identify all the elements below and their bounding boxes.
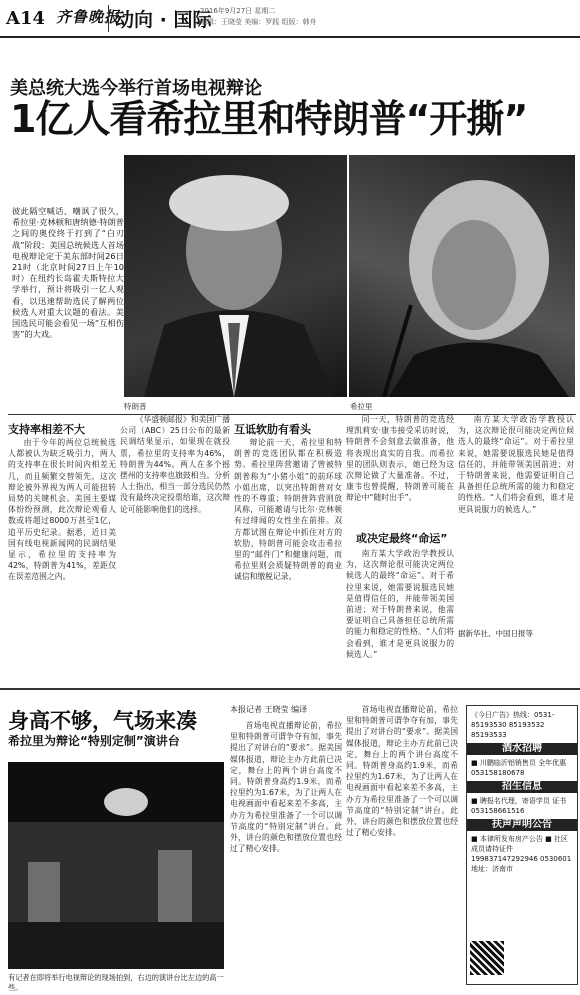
stage-illustration: [8, 762, 224, 969]
edition-editors: 编辑：王晓莹 美编：罗践 组版：韩舟: [200, 18, 317, 26]
ad-text-jobs: ■ 川鹏临沂铝销售员 全年优惠 053158180678: [471, 759, 567, 777]
qr-code-icon: [470, 941, 504, 975]
body-text: 由于今年的两位总统候选人都被认为缺乏吸引力，两人的支持率在很长时间内相差无几，而且频繁交替领先。这次辩论被外界视为两人可能扭转局势的关键机会。美国主要媒体纷纷预测，此次辩论观看人数或将超过8000万甚至1亿，追平历史纪录。据悉，近日美国有线电视新闻网的民调结果显示，希拉里的支持率为42%，特朗普为41%，差距仅在误差范围之内。: [8, 438, 116, 582]
page-number: A14: [6, 8, 46, 29]
body-column-4: [346, 414, 454, 526]
section-divider: [0, 688, 580, 690]
masthead: [0, 0, 580, 38]
clinton-portrait-illustration: [349, 155, 575, 397]
trump-photo: [124, 155, 347, 397]
body-text: 《华盛顿邮报》和美国广播公司（ABC）25日公布的最新民调结果显示，如果现在就投票，希拉里的支持率为46%，特朗普为44%。两人在多个摇摆州的支持率也旗鼓相当。分析人士指出，相当一部分选民仍然没有最终决定投票给谁，这次辩论可能影响他们的选择。: [120, 415, 230, 514]
subhead-approval: 支持率相差不大: [8, 423, 85, 436]
kicker-headline: 美总统大选今举行首场电视辩论: [10, 78, 262, 99]
body-text: 辩论前一天，希拉里和特朗普的竞选团队都在积极造势。希拉里阵营邀请了曾被特朗普称为“小猪小姐”的前环球小姐出席，以突出特朗普对女性的不尊重；特朗普阵营则放风称，可能邀请与比尔·克林顿有过绯闻的女性坐在前排。双方都试图在辩论中抓住对方的软肋，特朗普可能会攻击希拉里的“邮件门”和健康问题，而希拉里则会质疑特朗普的商业诚信和缴税记录。: [234, 438, 342, 582]
section-title: 动向 · 国际: [108, 5, 211, 32]
lead-paragraph: 彼此隔空喊话、嘲讽了很久，希拉里·克林顿和唐纳德·特朗普之间的奥佼终于打到了“白刃战”阶段：美国总统候选人首场电视辩论定于美东部时间26日21时（北京时间27日上午10时）在纽约长岛霍夫斯特拉大学举行，预计将吸引一亿人观看，以迅速帮助选民了解两位候选人对重大议题的看法。美国选民可能会看见一场“互相伤害”的大戏。: [12, 206, 124, 340]
story2-title: 身高不够，气场来凑: [8, 709, 197, 733]
story-credit: 据新华社、中国日报等: [458, 629, 533, 638]
edition-meta: [200, 6, 360, 28]
story2-byline: 本报记者 王晓莹 编译: [230, 705, 308, 714]
ad-heading-enrollment: 招生信息: [467, 781, 577, 793]
body-text: 南方某大学政治学教授认为，这次辩论很可能决定两位候选人的最终“命运”。对于希拉里来说，她需要说服选民她是值得信任的，并能带领美国前进；对于特朗普来说，他需要证明自己具备担任总统所需的能力和稳定的性格。“人们将会看到，谁才是更具说服力的候选人。”: [346, 549, 454, 659]
clinton-caption: 希拉里: [350, 402, 373, 411]
body-text: 首场电视直播辩论前，希拉里和特朗普可谓争夺有加，事先提出了对讲台的“要求”。据美国媒体报道，辩论主办方此前已决定，舞台上的两个讲台高度不同。特朗普身高约1.9米，而希拉里约为1.67米，为了让两人在电视画面中看起来差不多高，主办方为希拉里准备了一个可以调节高度的“特别定制”讲台。此外，讲台的颜色和摆放位置也经过了精心安排。: [230, 721, 342, 854]
body-column-4b: [346, 548, 454, 682]
body-column-3: [234, 437, 342, 682]
ad-text-enrollment: ■ 聘报名代理，寄语学员 证书 053158661516: [471, 797, 567, 815]
main-headline: 1亿人看希拉里和特朗普“开撕”: [10, 97, 528, 141]
body-column-1: [8, 437, 116, 679]
stage-photo-caption: 有记者在即将举行电视辩论的现场拍到，右边的演讲台比左边的高一些。: [8, 973, 224, 992]
body-text: 同一天，特朗普的竞选经理凯莉安·康韦接受采访时说，特朗普不会刻意去做准备，他将表现出真实的自我。而希拉里的团队则表示，她已经为这次辩论做了大量准备。不过，康韦也曾提醒，特朗普可能在辩论中“随时出手”。: [346, 415, 454, 503]
body-text: 首场电视直播辩论前，希拉里和特朗普可谓争夺有加，事先提出了对讲台的“要求”。据美国媒体报道，辩论主办方此前已决定，舞台上的两个讲台高度不同。特朗普身高约1.9米，而希拉里约为1.67米，为了让两人在电视画面中看起来差不多高，主办方为希拉里准备了一个可以调节高度的“特别定制”讲台。此外，讲台的颜色和摆放位置也经过了精心安排。: [346, 705, 458, 838]
body-text: 南方某大学政治学教授认为，这次辩论很可能决定两位候选人的最终“命运”。对于希拉里来说，她需要说服选民她是值得信任的，并能带领美国前进；对于特朗普来说，他需要证明自己具备担任总统所需的能力和稳定的性格。“人们将会看到，谁才是更具说服力的候选人。”: [458, 415, 574, 514]
body-column-2: [120, 414, 230, 682]
ad-heading-jobs: 酒水招聘: [467, 743, 577, 755]
story2-column-2: [346, 704, 458, 988]
ad-heading-notices: 扶声声明公告: [467, 819, 577, 831]
newspaper-logo: 齐鲁晚报: [56, 8, 121, 26]
ad-text-notices: ■ 本律所发布房产公告 ■ 社区成员请持证件 199837147292946 0530601 地址：济南市: [471, 835, 572, 873]
story2-column-1: [230, 720, 342, 988]
edition-date: 2016年9月27日 星期二: [200, 7, 276, 15]
subhead-attack: 互诋软肋有看头: [234, 423, 311, 436]
trump-portrait-illustration: [124, 155, 347, 397]
clinton-photo: [349, 155, 575, 397]
ad-hotline: 《今日广告》热线：0531-85193530 85193532 85193533: [471, 711, 555, 739]
subhead-fate: 或决定最终“命运”: [356, 532, 448, 545]
body-column-5: [458, 414, 574, 624]
story2-subtitle: 希拉里为辩论“特别定制”演讲台: [8, 734, 180, 748]
debate-stage-photo: [8, 762, 224, 969]
trump-caption: 特朗普: [124, 402, 147, 411]
